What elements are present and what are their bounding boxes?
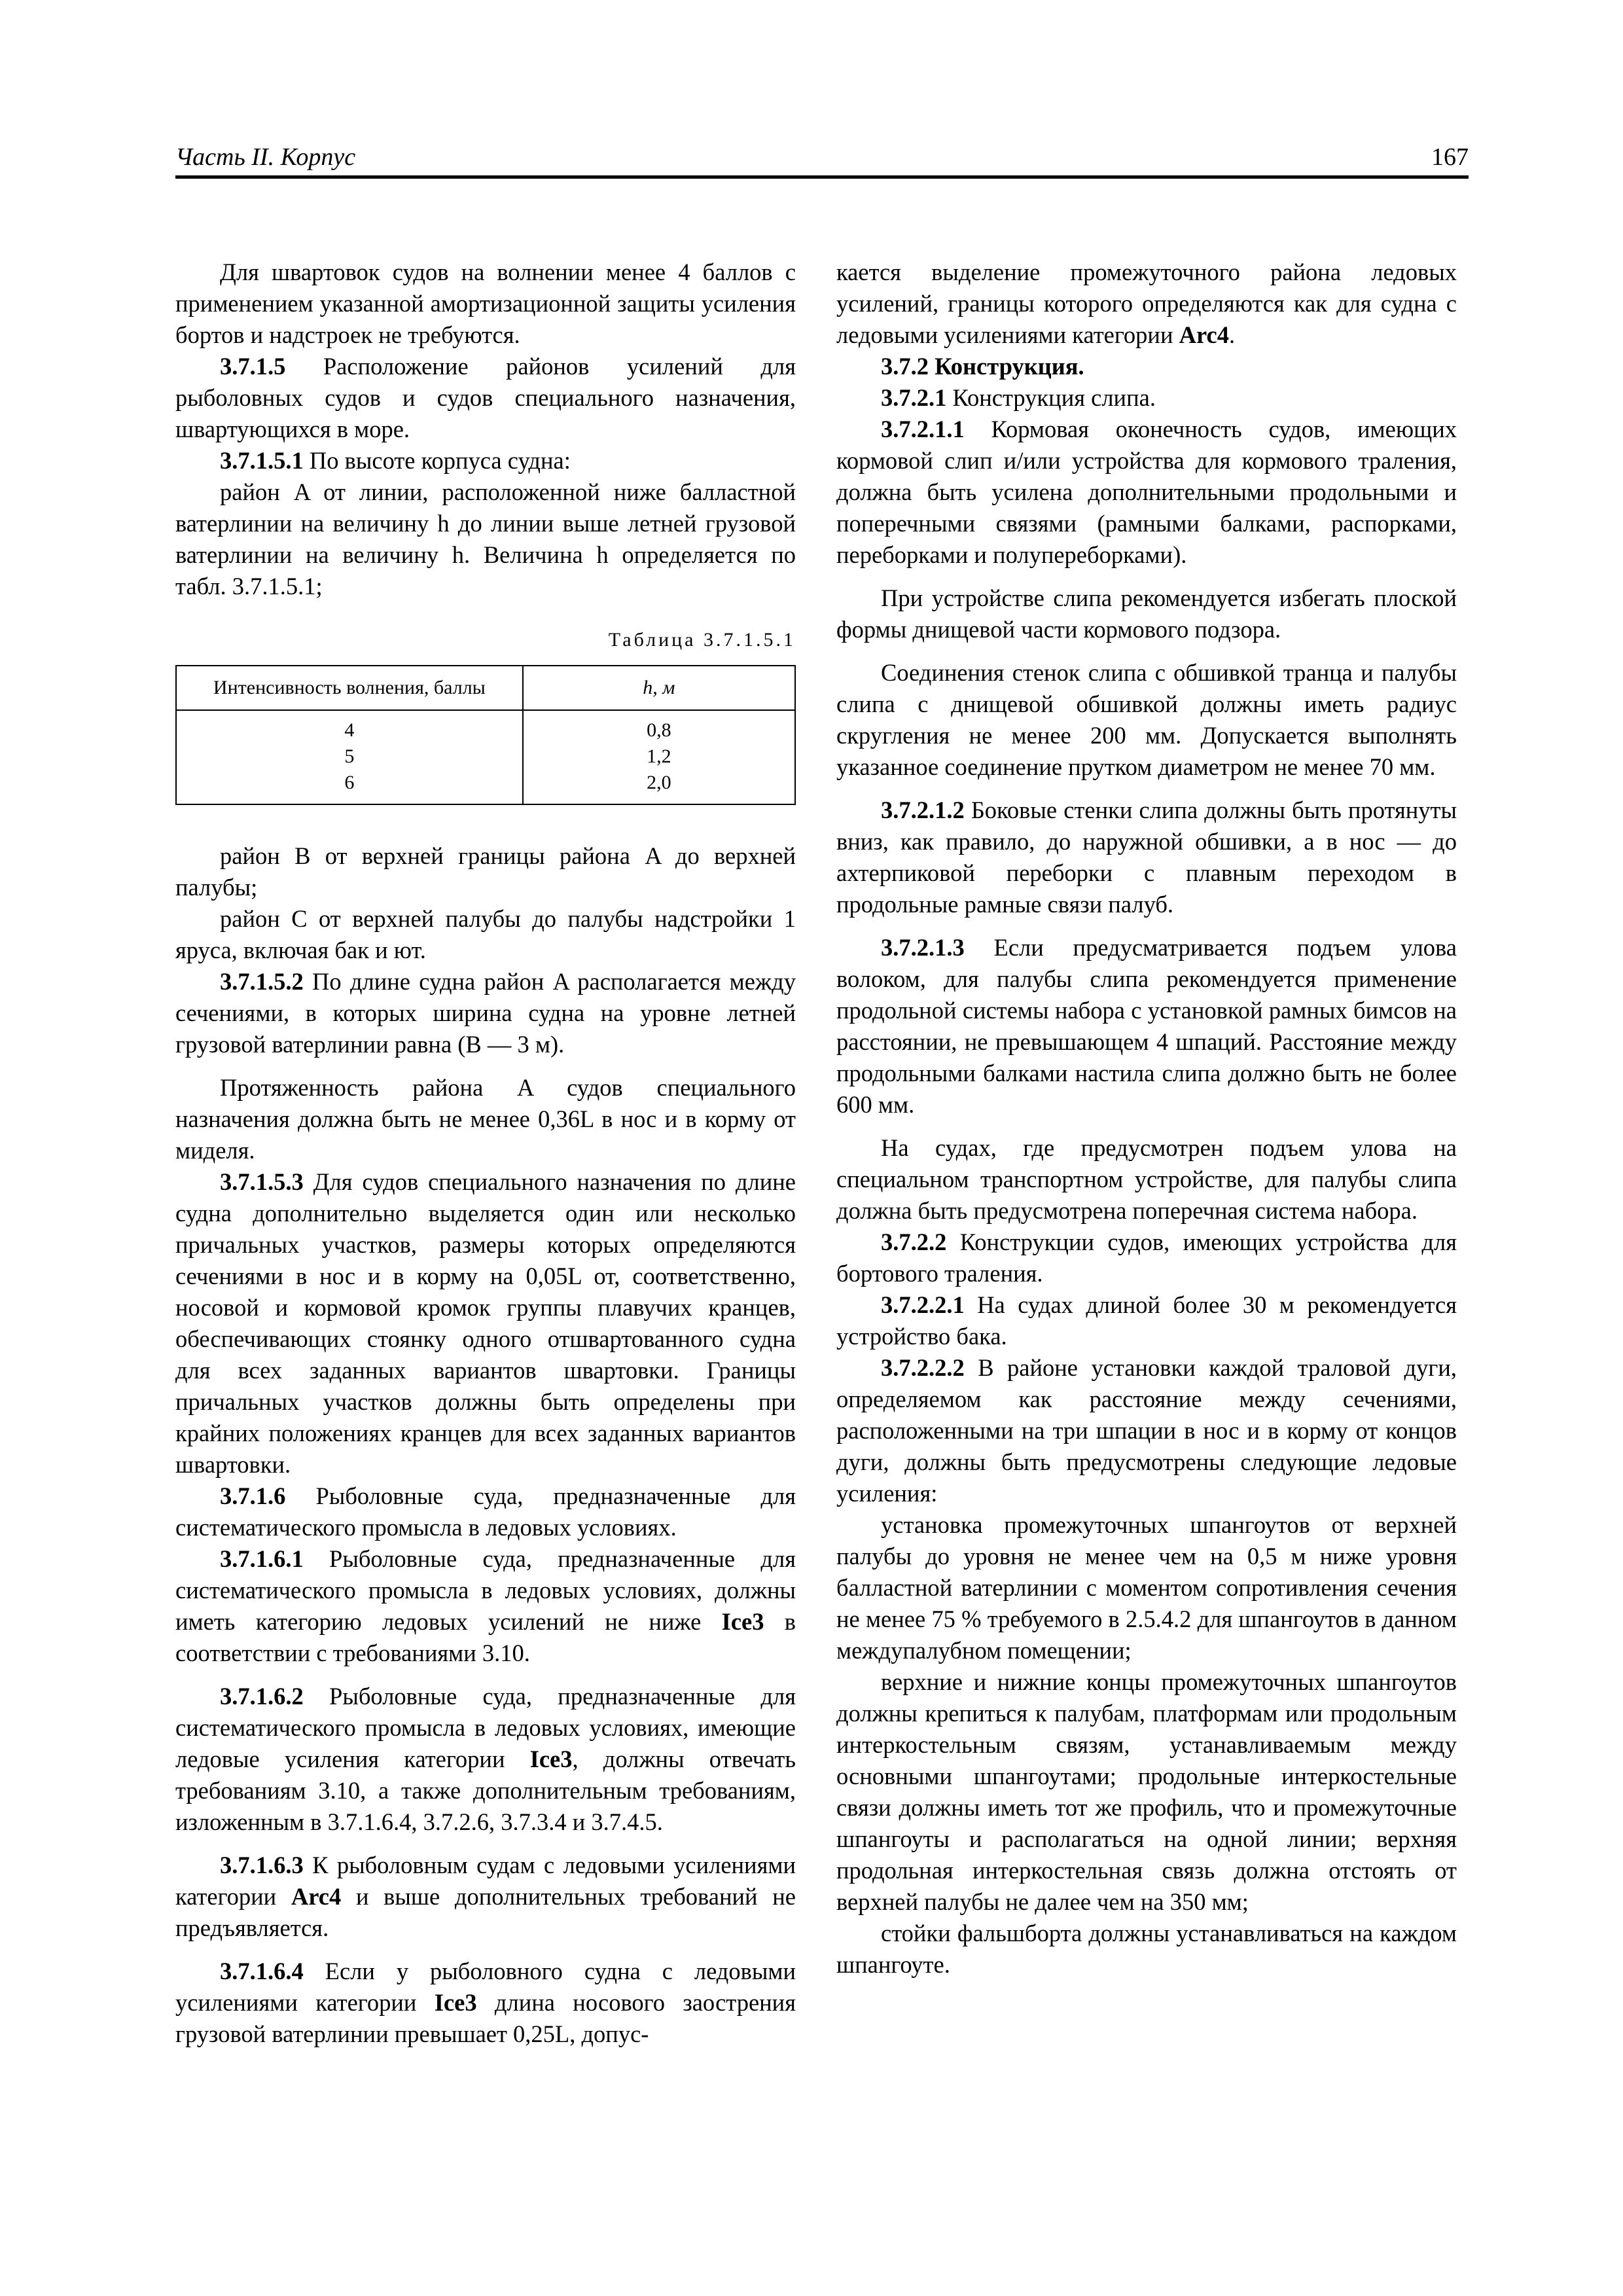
paragraph xyxy=(175,1072,796,1166)
paragraph-text: При устройстве слипа рекомендуется избегать плоской формы днищевой части кормового подзора. xyxy=(836,584,1457,643)
table-header-score: Интенсивность волнения, баллы xyxy=(176,666,523,710)
ice-category: Arc4 xyxy=(291,1883,342,1910)
clause-number: 3.7.2.1.1 xyxy=(881,416,965,442)
table-cell: 2,0 xyxy=(647,772,671,793)
paragraph xyxy=(175,1480,796,1543)
paragraph xyxy=(175,903,796,966)
paragraph xyxy=(175,1166,796,1480)
paragraph xyxy=(175,257,796,351)
page-number: 167 xyxy=(1431,143,1469,171)
paragraph-text: и выше дополнительных требований не предъявляется. xyxy=(175,1883,796,1941)
paragraph xyxy=(836,351,1457,382)
wave-height-table xyxy=(175,665,796,805)
clause-number: 3.7.1.6 xyxy=(220,1482,286,1509)
ice-category: Arc4 xyxy=(1179,321,1229,348)
paragraph xyxy=(175,1543,796,1669)
paragraph-text: район A от линии, расположенной ниже балластной ватерлинии на величину h до линии выше летней грузовой ватерлинии на величину h. Величина h определяется по табл. 3.7.1.5.1; xyxy=(175,478,796,600)
paragraph xyxy=(836,1918,1457,1981)
paragraph-text: Боковые стенки слипа должны быть протянуты вниз, как правило, до наружной обшивки, а в нос — до ахтерпиковой переборки с плавным переходом в продольные рамные связи палуб. xyxy=(836,797,1457,918)
clause-number: 3.7.1.6.2 xyxy=(220,1683,304,1710)
clause-number: 3.7.1.5.3 xyxy=(220,1168,304,1195)
paragraph xyxy=(175,1956,796,2050)
paragraph-text: На судах, где предусмотрен подъем улова на специальном транспортном устройстве, для палубы слипа должна быть предусмотрена поперечная система набора. xyxy=(836,1134,1457,1224)
paragraph-text: Кормовая оконечность судов, имеющих кормовой слип и/или устройства для кормового траления, должна быть усилена дополнительными продольными и поперечными связями (рамными балками, распорками, переборками и полупереборками). xyxy=(836,416,1457,568)
clause-number: 3.7.1.6.1 xyxy=(220,1545,304,1572)
paragraph xyxy=(836,414,1457,571)
paragraph-text: Протяженность района A судов специального назначения должна быть не менее 0,36L в нос и в корму от миделя. xyxy=(175,1074,796,1164)
paragraph-text: Расположение районов усилений для рыболовных судов и судов специального назначения, швартующихся в море. xyxy=(175,353,796,442)
table-cell-heights xyxy=(523,710,795,804)
paragraph-text: Соединения стенок слипа с обшивкой транца и палубы слипа с днищевой обшивкой должны иметь радиус скругления не менее 200 мм. Допускается выполнять указанное соединение прутком диаметром не менее 70 мм. xyxy=(836,659,1457,780)
paragraph-text: кается выделение промежуточного района ледовых усилений, границы которого определяются как для судна с ледовыми усилениями категории xyxy=(836,259,1457,348)
table-cell: 4 xyxy=(344,719,355,741)
clause-number: 3.7.2.1.3 xyxy=(881,934,965,961)
paragraph xyxy=(175,445,796,476)
paragraph-text: Конструкция слипа. xyxy=(946,384,1156,411)
paragraph xyxy=(175,966,796,1060)
paragraph xyxy=(836,1352,1457,1509)
clause-number: 3.7.2.2 xyxy=(881,1229,947,1255)
table-header-h: h, м xyxy=(523,666,795,710)
paragraph xyxy=(175,476,796,602)
clause-number: 3.7.2.2.2 xyxy=(881,1354,965,1381)
paragraph-text: Если предусматривается подъем улова волоком, для палубы слипа рекомендуется применение продольной системы набора с установкой рамных бимсов на расстоянии, не превышающем 4 шпаций. Расстояние между продольными балками настила слипа должно быть не более 600 мм. xyxy=(836,934,1457,1118)
right-column xyxy=(836,257,1457,1981)
paragraph-text: длина носового заострения грузовой ватерлинии превышает 0,25L, допус- xyxy=(175,1989,796,2047)
paragraph xyxy=(836,382,1457,414)
paragraph xyxy=(836,1509,1457,1666)
paragraph xyxy=(836,257,1457,351)
paragraph xyxy=(175,1850,796,1944)
paragraph-text: Для швартовок судов на волнении менее 4 баллов с применением указанной амортизационной защиты усиления бортов и надстроек не требуются. xyxy=(175,259,796,348)
paragraph xyxy=(836,1227,1457,1289)
running-header xyxy=(175,143,1469,177)
clause-number: 3.7.1.6.4 xyxy=(220,1958,304,1984)
ice-category: Ice3 xyxy=(434,1989,477,2016)
paragraph-text: Рыболовные суда, предназначенные для систематического промысла в ледовых условиях, имеющие ледовые усиления категории xyxy=(175,1683,796,1772)
paragraph xyxy=(175,840,796,903)
table-cell: 1,2 xyxy=(647,745,671,767)
paragraph-text: В районе установки каждой траловой дуги, определяемом как расстояние между сечениями, расположенными на три шпации в нос и в корму от концов дуги, должны быть предусмотрены следующие ледовые усиления: xyxy=(836,1354,1457,1507)
section-title: Часть II. Корпус xyxy=(175,143,356,171)
paragraph-text: район C от верхней палубы до палубы надстройки 1 яруса, включая бак и ют. xyxy=(175,905,796,963)
paragraph xyxy=(836,1132,1457,1227)
paragraph-text: стойки фальшборта должны устанавливаться на каждом шпангоуте. xyxy=(836,1920,1457,1978)
paragraph-text: По длине судна район A располагается между сечениями, в которых ширина судна на уровне летней грузовой ватерлинии равна (B — 3 м). xyxy=(175,968,796,1058)
table-cell: 5 xyxy=(344,745,355,767)
ice-category: Ice3 xyxy=(721,1608,764,1635)
ice-category: Ice3 xyxy=(529,1746,573,1772)
paragraph-text: , должны отвечать требованиям 3.10, а также дополнительным требованиям, изложенным в 3.7.1.6.4, 3.7.2.6, 3.7.3.4 и 3.7.4.5. xyxy=(175,1746,796,1835)
paragraph-text: По высоте корпуса судна: xyxy=(303,447,571,474)
paragraph-text: верхние и нижние концы промежуточных шпангоутов должны крепиться к палубам, платформам или продольным интеркостельным связям, устанавливаемым между основными шпангоутами; продольные интеркостельные связи должны иметь тот же профиль, что и промежуточные шпангоуты и располагаться на одной линии; верхняя продольная интеркостельная связь должна отстоять от верхней палубы не далее чем на 350 мм; xyxy=(836,1668,1457,1915)
paragraph xyxy=(836,795,1457,920)
paragraph xyxy=(836,932,1457,1121)
paragraph xyxy=(836,1289,1457,1352)
paragraph-text: Если у рыболовного судна с ледовыми усилениями категории xyxy=(175,1958,796,2016)
paragraph-text: установка промежуточных шпангоутов от верхней палубы до уровня не менее чем на 0,5 м ниже уровня балластной ватерлинии с моментом сопротивления сечения не менее 75 % требуемого в 2.5.4.2 для шпангоутов в данном междупалубном помещении; xyxy=(836,1511,1457,1664)
header-rule xyxy=(175,175,1469,179)
paragraph-text: Для судов специального назначения по длине судна дополнительно выделяется один или несколько причальных участков, размеры которых определяются сечениями в нос и в корму на 0,05L от, соответственно, носовой и кормовой кромок группы плавучих кранцев, обеспечивающих стоянку одного отшвартованного судна для всех заданных вариантов швартовки. Границы причальных участков должны быть определены при крайних положениях кранцев для всех заданных вариантов швартовки. xyxy=(175,1168,796,1478)
clause-number: 3.7.2.1 xyxy=(881,384,947,411)
left-column xyxy=(175,257,796,2050)
section-heading: 3.7.2 Конструкция. xyxy=(881,353,1084,380)
clause-number: 3.7.1.5.2 xyxy=(220,968,304,995)
paragraph xyxy=(836,1666,1457,1918)
paragraph xyxy=(175,351,796,445)
paragraph-text: Конструкции судов, имеющих устройства для бортового траления. xyxy=(836,1229,1457,1287)
paragraph-text: Рыболовные суда, предназначенные для систематического промысла в ледовых условиях, должны иметь категорию ледовых усилений не ниже xyxy=(175,1545,796,1635)
paragraph xyxy=(175,1681,796,1838)
table-cell-scores xyxy=(176,710,523,804)
clause-number: 3.7.1.6.3 xyxy=(220,1852,304,1878)
clause-number: 3.7.1.5.1 xyxy=(220,447,304,474)
paragraph-text: . xyxy=(1228,321,1236,348)
paragraph-text: К рыболовным судам с ледовыми усилениями категории xyxy=(175,1852,796,1910)
clause-number: 3.7.1.5 xyxy=(220,353,286,380)
table-cell: 0,8 xyxy=(647,719,671,741)
paragraph-text: район B от верхней границы района A до верхней палубы; xyxy=(175,842,796,901)
paragraph xyxy=(836,657,1457,783)
table-cell: 6 xyxy=(344,772,355,793)
paragraph xyxy=(836,583,1457,645)
paragraph-text: в соответствии с требованиями 3.10. xyxy=(175,1608,796,1666)
paragraph-text: На судах длиной более 30 м рекомендуется устройство бака. xyxy=(836,1291,1457,1350)
paragraph-text: Рыболовные суда, предназначенные для систематического промысла в ледовых условиях. xyxy=(175,1482,796,1541)
clause-number: 3.7.2.2.1 xyxy=(881,1291,965,1318)
table-caption: Таблица 3.7.1.5.1 xyxy=(608,629,796,651)
table-row xyxy=(176,710,795,804)
clause-number: 3.7.2.1.2 xyxy=(881,797,965,823)
